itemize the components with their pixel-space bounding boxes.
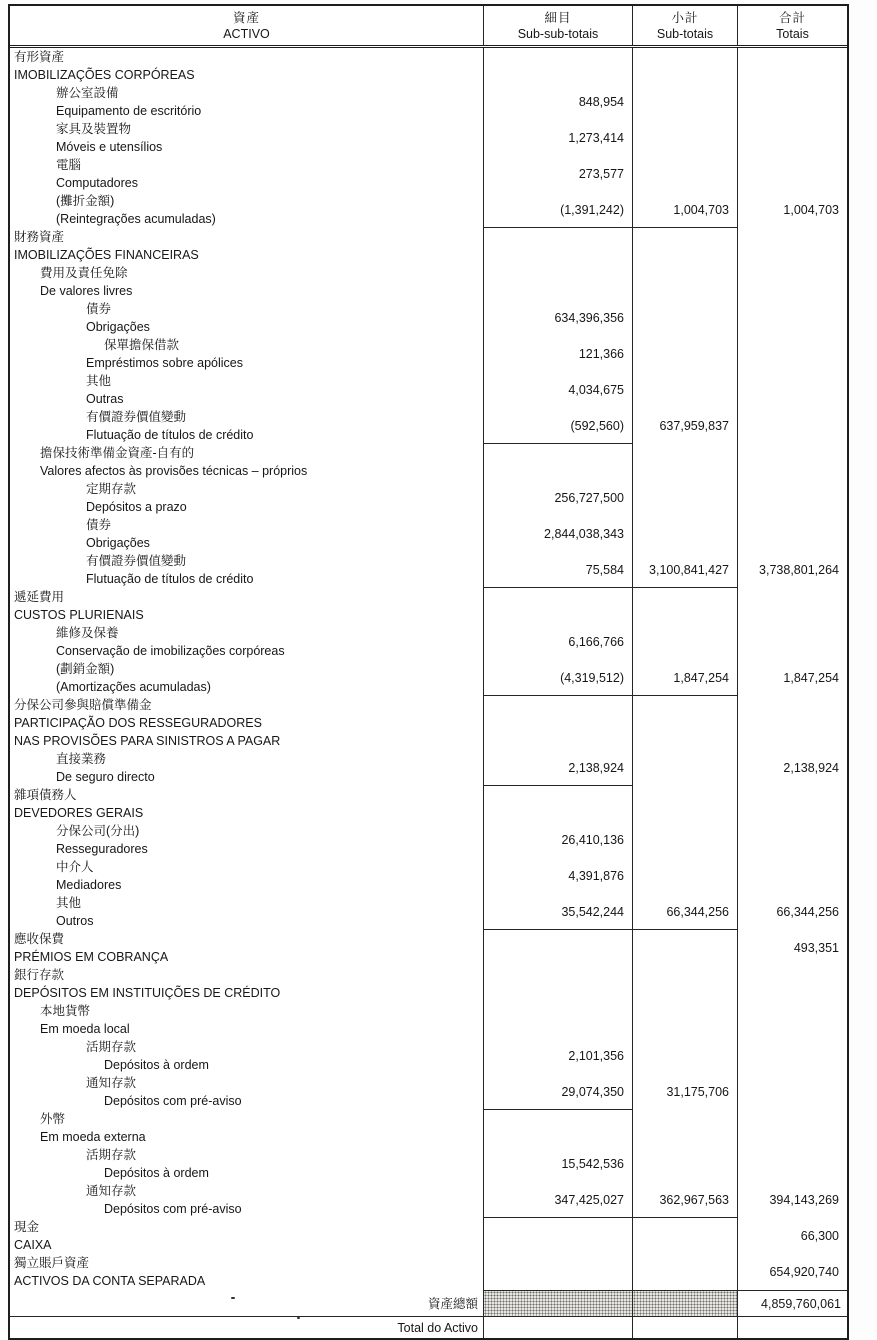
row-labels (10, 750, 483, 786)
row-labels (10, 1146, 483, 1182)
header-totals-column (737, 6, 847, 45)
table-row (10, 264, 847, 300)
sub-sub-total-cell (483, 444, 632, 480)
row-labels (10, 228, 483, 264)
row-labels (10, 822, 483, 858)
table-row (10, 552, 847, 588)
total-cell: 66,300 (737, 1218, 847, 1254)
scan-artifact (231, 1297, 235, 1299)
row-labels (10, 192, 483, 228)
sub-sub-total-cell: 4,391,876 (483, 858, 632, 894)
item-label: 活期存款 (86, 1148, 137, 1162)
item-label: CAIXA (14, 1238, 52, 1252)
sub-sub-total-cell (483, 1002, 632, 1038)
header-assets-pt: ACTIVO (223, 26, 270, 41)
header-col3-pt: Sub-totais (656, 26, 714, 41)
sub-total-cell (632, 930, 737, 966)
sub-total-cell (632, 516, 737, 552)
table-row (10, 1038, 847, 1074)
total-cell: 1,847,254 (737, 660, 847, 696)
item-label: 辦公室設備 (56, 86, 119, 100)
row-labels (10, 516, 483, 552)
total-cell (737, 1110, 847, 1146)
table-row (10, 1002, 847, 1038)
item-label: 其他 (86, 374, 112, 388)
total-cell (737, 84, 847, 120)
total-cell (737, 696, 847, 750)
table-row (10, 120, 847, 156)
sub-sub-total-cell (483, 1110, 632, 1146)
item-label: 費用及責任免除 (40, 266, 128, 280)
total-cell (737, 228, 847, 264)
row-labels (10, 1182, 483, 1218)
table-row (10, 444, 847, 480)
table-row (10, 1074, 847, 1110)
item-label: 直接業務 (56, 752, 107, 766)
item-label: 通知存款 (86, 1184, 137, 1198)
item-label: 保單擔保借款 (104, 338, 180, 352)
sub-total-cell (632, 822, 737, 858)
row-labels (10, 660, 483, 696)
sub-sub-total-cell: 2,138,924 (483, 750, 632, 786)
table-body (10, 48, 847, 1290)
item-label: Outras (86, 392, 124, 406)
item-label: Mediadores (56, 878, 122, 892)
item-label: (攤折金額) (56, 194, 115, 208)
item-label: Móveis e utensílios (56, 140, 163, 154)
sub-total-cell (632, 120, 737, 156)
item-label: 其他 (56, 896, 82, 910)
table-row (10, 408, 847, 444)
sub-total-cell: 637,959,837 (632, 408, 737, 444)
sub-total-cell: 3,100,841,427 (632, 552, 737, 588)
row-labels (10, 156, 483, 192)
item-label: Valores afectos às provisões técnicas – próprios (40, 464, 308, 478)
sub-total-cell (632, 84, 737, 120)
sub-sub-total-cell: 1,273,414 (483, 120, 632, 156)
header-col3-zh: 小計 (671, 10, 699, 25)
item-label: 現金 (14, 1220, 40, 1234)
item-label: Depósitos à ordem (104, 1058, 209, 1072)
row-labels (10, 1254, 483, 1290)
sub-total-cell (632, 1146, 737, 1182)
row-labels (10, 966, 483, 1002)
table-row (10, 786, 847, 822)
total-cell: 394,143,269 (737, 1182, 847, 1218)
header-col2-zh: 細目 (544, 10, 572, 25)
table-row (10, 822, 847, 858)
item-label: 分保公司(分出) (56, 824, 140, 838)
table-row (10, 48, 847, 84)
sub-total-cell (632, 750, 737, 786)
item-label: (劃銷金額) (56, 662, 115, 676)
sub-total-cell (632, 480, 737, 516)
total-cell (737, 858, 847, 894)
total-cell (737, 786, 847, 822)
item-label: De valores livres (40, 284, 133, 298)
sub-total-cell (632, 372, 737, 408)
item-label: Em moeda externa (40, 1130, 146, 1144)
sub-total-cell (632, 264, 737, 300)
sub-sub-total-cell: (592,560) (483, 408, 632, 444)
table-row (10, 300, 847, 336)
sub-sub-total-cell: 347,425,027 (483, 1182, 632, 1218)
row-labels (10, 372, 483, 408)
sub-total-cell (632, 786, 737, 822)
sub-sub-total-cell: 35,542,244 (483, 894, 632, 930)
header-sub-sub-totals-column (483, 6, 632, 45)
total-cell (737, 156, 847, 192)
sub-total-cell (632, 588, 737, 624)
item-label: Outros (56, 914, 94, 928)
row-labels (10, 1002, 483, 1038)
row-labels (10, 1038, 483, 1074)
sub-total-cell (632, 1038, 737, 1074)
item-label: 雜項債務人 (14, 788, 77, 802)
item-label: 外幣 (40, 1112, 66, 1126)
item-label: 債券 (86, 302, 112, 316)
hatched-cell-sub-sub-totals (483, 1290, 632, 1316)
sub-sub-total-cell: (4,319,512) (483, 660, 632, 696)
item-label: 財務資產 (14, 230, 65, 244)
item-label: 家具及裝置物 (56, 122, 132, 136)
table-row (10, 624, 847, 660)
item-label: 通知存款 (86, 1076, 137, 1090)
item-label: Flutuação de títulos de crédito (86, 572, 254, 586)
item-label: Depósitos à ordem (104, 1166, 209, 1180)
sub-total-cell (632, 624, 737, 660)
sub-total-cell: 1,847,254 (632, 660, 737, 696)
total-cell (737, 588, 847, 624)
table-row (10, 660, 847, 696)
total-cell (737, 822, 847, 858)
sub-total-cell (632, 1218, 737, 1254)
total-cell (737, 120, 847, 156)
sub-sub-total-cell: 29,074,350 (483, 1074, 632, 1110)
item-label: 債券 (86, 518, 112, 532)
table-row (10, 750, 847, 786)
row-labels (10, 48, 483, 84)
total-cell (737, 264, 847, 300)
sub-sub-total-cell: 75,584 (483, 552, 632, 588)
row-labels (10, 444, 483, 480)
item-label: 分保公司參與賠償準備金 (14, 698, 152, 712)
sub-sub-total-cell: 634,396,356 (483, 300, 632, 336)
grand-total-row (10, 1290, 847, 1317)
sub-sub-total-cell: 2,844,038,343 (483, 516, 632, 552)
sub-total-cell (632, 1002, 737, 1038)
table-row (10, 192, 847, 228)
sub-sub-total-cell (483, 588, 632, 624)
total-cell (737, 1074, 847, 1110)
item-label: Resseguradores (56, 842, 148, 856)
sub-sub-total-cell (483, 966, 632, 1002)
row-labels (10, 264, 483, 300)
item-label: PRÉMIOS EM COBRANÇA (14, 950, 169, 964)
row-labels (10, 336, 483, 372)
sub-sub-total-cell (483, 48, 632, 84)
total-cell: 2,138,924 (737, 750, 847, 786)
sub-sub-total-cell: (1,391,242) (483, 192, 632, 228)
sub-sub-total-cell: 4,034,675 (483, 372, 632, 408)
grand-total-label-zh: 資產總額 (427, 1297, 478, 1311)
item-label: NAS PROVISÕES PARA SINISTROS A PAGAR (14, 734, 281, 748)
sub-sub-total-cell (483, 930, 632, 966)
table-row (10, 228, 847, 264)
table-row (10, 894, 847, 930)
item-label: 有形資產 (14, 50, 65, 64)
balance-sheet-assets-table (8, 4, 849, 1340)
row-labels (10, 624, 483, 660)
total-cell (737, 444, 847, 480)
table-row (10, 480, 847, 516)
sub-sub-total-cell: 26,410,136 (483, 822, 632, 858)
sub-total-cell: 362,967,563 (632, 1182, 737, 1218)
table-row (10, 156, 847, 192)
row-labels (10, 588, 483, 624)
total-cell: 654,920,740 (737, 1254, 847, 1290)
table-row (10, 1254, 847, 1290)
item-label: 應收保費 (14, 932, 65, 946)
header-sub-totals-column (632, 6, 737, 45)
item-label: 銀行存款 (14, 968, 65, 982)
item-label: Depósitos com pré-aviso (104, 1202, 242, 1216)
total-cell (737, 336, 847, 372)
total-cell (737, 480, 847, 516)
row-labels (10, 300, 483, 336)
item-label: Empréstimos sobre apólices (86, 356, 244, 370)
table-row (10, 1182, 847, 1218)
header-assets-zh: 資產 (232, 10, 260, 25)
total-cell (737, 1146, 847, 1182)
item-label: 有價證券價值變動 (86, 554, 187, 568)
table-row (10, 696, 847, 750)
total-cell: 1,004,703 (737, 192, 847, 228)
sub-sub-total-cell: 256,727,500 (483, 480, 632, 516)
grand-total-value: 4,859,760,061 (737, 1290, 847, 1316)
total-cell (737, 966, 847, 1002)
table-row (10, 966, 847, 1002)
item-label: (Reintegrações acumuladas) (56, 212, 216, 226)
item-label: IMOBILIZAÇÕES CORPÓREAS (14, 68, 195, 82)
sub-total-cell (632, 444, 737, 480)
total-cell (737, 48, 847, 84)
sub-total-cell: 66,344,256 (632, 894, 737, 930)
item-label: ACTIVOS DA CONTA SEPARADA (14, 1274, 206, 1288)
sub-total-cell (632, 228, 737, 264)
item-label: De seguro directo (56, 770, 155, 784)
table-row (10, 858, 847, 894)
sub-total-cell (632, 300, 737, 336)
item-label: DEPÓSITOS EM INSTITUIÇÕES DE CRÉDITO (14, 986, 281, 1000)
item-label: DEVEDORES GERAIS (14, 806, 144, 820)
row-labels (10, 552, 483, 588)
item-label: 獨立賬戶資產 (14, 1256, 90, 1270)
sub-sub-total-cell: 15,542,536 (483, 1146, 632, 1182)
total-cell: 493,351 (737, 930, 847, 966)
item-label: Em moeda local (40, 1022, 130, 1036)
scan-artifact (297, 1317, 300, 1319)
row-labels (10, 120, 483, 156)
item-label: Equipamento de escritório (56, 104, 202, 118)
total-cell (737, 624, 847, 660)
table-row (10, 1110, 847, 1146)
row-labels (10, 894, 483, 930)
item-label: 定期存款 (86, 482, 137, 496)
row-labels (10, 1074, 483, 1110)
row-labels (10, 930, 483, 966)
table-header (10, 6, 847, 48)
table-row (10, 516, 847, 552)
table-row (10, 930, 847, 966)
table-row (10, 588, 847, 624)
sub-sub-total-cell: 273,577 (483, 156, 632, 192)
item-label: 遞延費用 (14, 590, 65, 604)
row-labels (10, 1218, 483, 1254)
row-labels (10, 408, 483, 444)
item-label: PARTICIPAÇÃO DOS RESSEGURADORES (14, 716, 262, 730)
sub-total-cell (632, 858, 737, 894)
item-label: Depósitos a prazo (86, 500, 187, 514)
sub-total-cell (632, 336, 737, 372)
sub-sub-total-cell: 2,101,356 (483, 1038, 632, 1074)
sub-total-cell (632, 48, 737, 84)
sub-sub-total-cell: 6,166,766 (483, 624, 632, 660)
header-col4-zh: 合計 (778, 10, 806, 25)
total-cell (737, 516, 847, 552)
item-label: 電腦 (56, 158, 82, 172)
sub-sub-total-cell (483, 1254, 632, 1290)
item-label: Obrigações (86, 320, 150, 334)
total-cell (737, 408, 847, 444)
grand-total-label-pt: Total do Activo (397, 1320, 478, 1335)
item-label: 活期存款 (86, 1040, 137, 1054)
item-label: CUSTOS PLURIENAIS (14, 608, 144, 622)
header-col4-pt: Totais (776, 26, 809, 41)
total-cell (737, 1038, 847, 1074)
item-label: Depósitos com pré-aviso (104, 1094, 242, 1108)
item-label: 有價證券價值變動 (86, 410, 187, 424)
header-col2-pt: Sub-sub-totais (517, 26, 599, 41)
total-cell: 66,344,256 (737, 894, 847, 930)
sub-total-cell (632, 696, 737, 750)
total-cell (737, 1002, 847, 1038)
table-row (10, 336, 847, 372)
sub-sub-total-cell (483, 264, 632, 300)
row-labels (10, 84, 483, 120)
total-cell (737, 300, 847, 336)
row-labels (10, 480, 483, 516)
sub-sub-total-cell (483, 1218, 632, 1254)
row-labels (10, 1110, 483, 1146)
sub-sub-total-cell (483, 228, 632, 264)
item-label: Flutuação de títulos de crédito (86, 428, 254, 442)
item-label: 擔保技術準備金資產-自有的 (40, 446, 195, 460)
table-row (10, 1218, 847, 1254)
table-row (10, 372, 847, 408)
item-label: (Amortizações acumuladas) (56, 680, 211, 694)
item-label: Computadores (56, 176, 138, 190)
sub-total-cell: 1,004,703 (632, 192, 737, 228)
sub-sub-total-cell: 121,366 (483, 336, 632, 372)
total-cell (737, 372, 847, 408)
sub-total-cell (632, 1254, 737, 1290)
item-label: Conservação de imobilizações corpóreas (56, 644, 285, 658)
sub-total-cell (632, 966, 737, 1002)
item-label: IMOBILIZAÇÕES FINANCEIRAS (14, 248, 199, 262)
item-label: 本地貨幣 (40, 1004, 91, 1018)
sub-total-cell (632, 156, 737, 192)
row-labels (10, 696, 483, 750)
table-row (10, 1146, 847, 1182)
item-label: 維修及保養 (56, 626, 119, 640)
sub-total-cell: 31,175,706 (632, 1074, 737, 1110)
sub-sub-total-cell: 848,954 (483, 84, 632, 120)
header-assets-column (10, 6, 483, 45)
sub-sub-total-cell (483, 786, 632, 822)
sub-total-cell (632, 1110, 737, 1146)
table-row (10, 84, 847, 120)
row-labels (10, 786, 483, 822)
row-labels (10, 858, 483, 894)
item-label: 中介人 (56, 860, 94, 874)
item-label: Obrigações (86, 536, 150, 550)
sub-sub-total-cell (483, 696, 632, 750)
total-cell: 3,738,801,264 (737, 552, 847, 588)
hatched-cell-sub-totals (632, 1290, 737, 1316)
